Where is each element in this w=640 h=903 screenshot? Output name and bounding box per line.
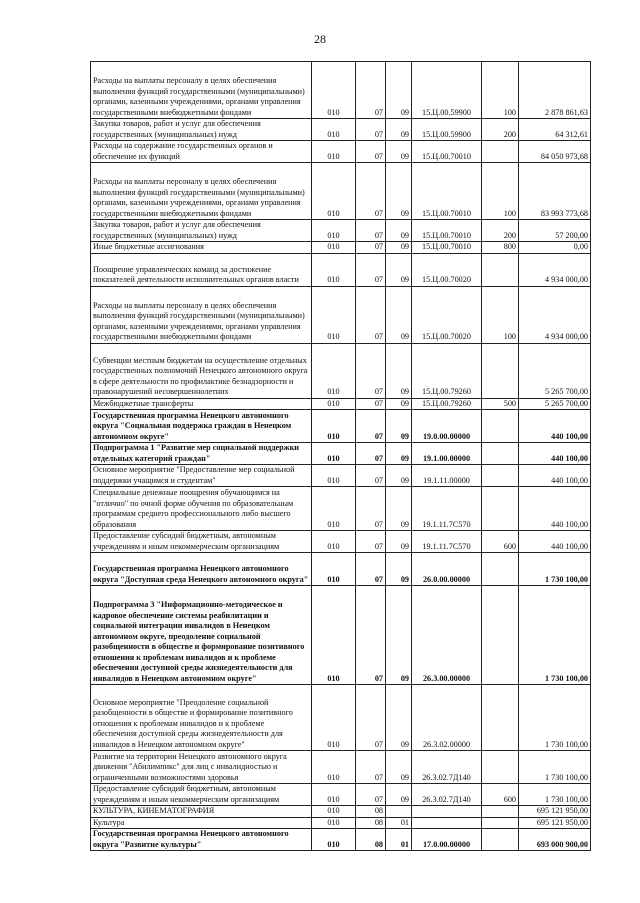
cell-grbs: 010 [312, 163, 356, 220]
cell-subsection: 09 [386, 784, 412, 806]
cell-section: 07 [356, 343, 386, 398]
cell-expense-type: 800 [482, 242, 519, 254]
cell-name: Поощрение управленческих команд за достижение показателей деятельности исполнительных органов власти [91, 253, 312, 286]
cell-expense-type [482, 343, 519, 398]
cell-subsection: 09 [386, 286, 412, 343]
cell-amount: 4 934 000,00 [519, 286, 591, 343]
cell-section: 07 [356, 443, 386, 465]
cell-subsection [386, 806, 412, 818]
cell-expense-type [482, 443, 519, 465]
cell-name: Специальные денежные поощрения обучающимся на "отлично" по очной форме обучения по образовательным программам среднего профессионального либо высшего образования [91, 487, 312, 531]
cell-section: 07 [356, 119, 386, 141]
cell-subsection: 09 [386, 141, 412, 163]
cell-section: 07 [356, 553, 386, 586]
cell-target-article: 26.3.02.00000 [412, 685, 482, 751]
cell-target-article: 15.Ц.00.79260 [412, 343, 482, 398]
cell-expense-type: 100 [482, 62, 519, 119]
cell-subsection: 09 [386, 751, 412, 784]
cell-amount: 695 121 950,00 [519, 817, 591, 829]
cell-amount: 1 730 100,00 [519, 553, 591, 586]
cell-section: 07 [356, 487, 386, 531]
cell-amount: 1 730 100,00 [519, 751, 591, 784]
cell-section: 07 [356, 163, 386, 220]
table-row [91, 242, 591, 254]
cell-name: Межбюджетные трансферты [91, 398, 312, 410]
cell-section: 07 [356, 398, 386, 410]
cell-expense-type [482, 817, 519, 829]
table-row [91, 253, 591, 286]
cell-grbs: 010 [312, 398, 356, 410]
cell-section: 07 [356, 685, 386, 751]
cell-section: 07 [356, 220, 386, 242]
cell-name: Государственная программа Ненецкого автономного округа "Доступная среда Ненецкого автономного округа" [91, 553, 312, 586]
cell-amount: 1 730 100,00 [519, 685, 591, 751]
cell-amount: 693 000 900,00 [519, 829, 591, 851]
cell-target-article: 26.3.00.00000 [412, 586, 482, 685]
cell-grbs: 010 [312, 119, 356, 141]
cell-target-article: 19.1.11.7С570 [412, 531, 482, 553]
table-row [91, 531, 591, 553]
cell-section: 07 [356, 586, 386, 685]
cell-section: 07 [356, 784, 386, 806]
cell-expense-type [482, 141, 519, 163]
cell-target-article: 15.Ц.00.70020 [412, 253, 482, 286]
cell-section: 07 [356, 141, 386, 163]
table-row [91, 398, 591, 410]
cell-subsection: 01 [386, 817, 412, 829]
cell-target-article: 19.1.00.00000 [412, 443, 482, 465]
cell-target-article: 19.1.11.7С570 [412, 487, 482, 531]
cell-section: 08 [356, 806, 386, 818]
cell-section: 07 [356, 286, 386, 343]
cell-section: 07 [356, 62, 386, 119]
cell-name: Расходы на выплаты персоналу в целях обеспечения выполнения функций государственными (муниципальными) органами, казенными учреждениями, органами управления государственными внебюджетными фондами [91, 62, 312, 119]
cell-expense-type [482, 253, 519, 286]
cell-grbs: 010 [312, 829, 356, 851]
cell-target-article: 19.0.00.00000 [412, 410, 482, 443]
cell-subsection: 09 [386, 62, 412, 119]
cell-name: Закупка товаров, работ и услуг для обеспечения государственных (муниципальных) нужд [91, 220, 312, 242]
cell-amount: 440 100,00 [519, 410, 591, 443]
cell-subsection: 09 [386, 553, 412, 586]
cell-expense-type [482, 487, 519, 531]
cell-name: Закупка товаров, работ и услуг для обеспечения государственных (муниципальных) нужд [91, 119, 312, 141]
cell-expense-type: 200 [482, 119, 519, 141]
cell-grbs: 010 [312, 465, 356, 487]
cell-name: Предоставление субсидий бюджетным, автономным учреждениям и иным некоммерческим организациям [91, 784, 312, 806]
cell-name: Основное мероприятие "Предоставление мер социальной поддержки учащимся и студентам" [91, 465, 312, 487]
cell-target-article: 15.Ц.00.70010 [412, 242, 482, 254]
cell-subsection: 09 [386, 343, 412, 398]
cell-target-article: 26.3.02.7Д140 [412, 751, 482, 784]
table-row [91, 141, 591, 163]
cell-name: КУЛЬТУРА, КИНЕМАТОГРАФИЯ [91, 806, 312, 818]
cell-amount: 440 100,00 [519, 443, 591, 465]
table-row [91, 685, 591, 751]
cell-expense-type: 100 [482, 163, 519, 220]
cell-subsection: 09 [386, 410, 412, 443]
cell-name: Субвенции местным бюджетам на осуществление отдельных государственных полномочий Ненецкого автономного округа в сфере деятельности по профилактике безнадзорности и правонарушений несовершеннолетних [91, 343, 312, 398]
budget-table-body [91, 62, 591, 851]
cell-grbs: 010 [312, 242, 356, 254]
cell-expense-type: 600 [482, 531, 519, 553]
cell-target-article: 15.Ц.00.70010 [412, 220, 482, 242]
cell-amount: 64 312,61 [519, 119, 591, 141]
cell-grbs: 010 [312, 817, 356, 829]
cell-grbs: 010 [312, 220, 356, 242]
cell-subsection: 09 [386, 531, 412, 553]
cell-expense-type [482, 410, 519, 443]
table-row [91, 817, 591, 829]
cell-name: Развитие на территории Ненецкого автономного округа движения "Абилимпикс" для лиц с инвалидностью и ограниченными возможностями здоровья [91, 751, 312, 784]
cell-section: 07 [356, 410, 386, 443]
cell-section: 07 [356, 465, 386, 487]
table-row [91, 784, 591, 806]
budget-table [90, 61, 591, 851]
table-row [91, 586, 591, 685]
cell-grbs: 010 [312, 141, 356, 163]
cell-target-article: 15.Ц.00.70010 [412, 163, 482, 220]
cell-expense-type [482, 751, 519, 784]
cell-amount: 0,00 [519, 242, 591, 254]
cell-name: Подпрограмма 1 "Развитие мер социальной поддержки отдельных категорий граждан" [91, 443, 312, 465]
table-row [91, 286, 591, 343]
cell-target-article: 15.Ц.00.79260 [412, 398, 482, 410]
table-row [91, 487, 591, 531]
cell-section: 08 [356, 829, 386, 851]
table-row [91, 443, 591, 465]
table-row [91, 410, 591, 443]
cell-amount: 83 993 773,68 [519, 163, 591, 220]
cell-subsection: 09 [386, 242, 412, 254]
cell-grbs: 010 [312, 553, 356, 586]
cell-amount: 440 100,00 [519, 531, 591, 553]
cell-grbs: 010 [312, 784, 356, 806]
cell-grbs: 010 [312, 806, 356, 818]
cell-target-article: 19.1.11.00000 [412, 465, 482, 487]
cell-grbs: 010 [312, 586, 356, 685]
cell-target-article: 26.0.00.00000 [412, 553, 482, 586]
cell-grbs: 010 [312, 531, 356, 553]
cell-name: Иные бюджетные ассигнования [91, 242, 312, 254]
cell-expense-type [482, 829, 519, 851]
cell-subsection: 09 [386, 253, 412, 286]
cell-expense-type [482, 586, 519, 685]
cell-grbs: 010 [312, 487, 356, 531]
table-row [91, 62, 591, 119]
cell-expense-type [482, 553, 519, 586]
cell-subsection: 09 [386, 487, 412, 531]
cell-target-article: 17.0.00.00000 [412, 829, 482, 851]
cell-subsection: 09 [386, 220, 412, 242]
cell-name: Культура [91, 817, 312, 829]
cell-expense-type [482, 806, 519, 818]
table-row [91, 806, 591, 818]
cell-section: 07 [356, 242, 386, 254]
table-row [91, 119, 591, 141]
cell-amount: 5 265 700,00 [519, 398, 591, 410]
cell-expense-type: 500 [482, 398, 519, 410]
cell-subsection: 09 [386, 119, 412, 141]
cell-target-article: 15.Ц.00.70020 [412, 286, 482, 343]
cell-amount: 1 730 100,00 [519, 586, 591, 685]
cell-grbs: 010 [312, 685, 356, 751]
cell-target-article [412, 806, 482, 818]
cell-expense-type [482, 685, 519, 751]
cell-amount: 84 050 973,68 [519, 141, 591, 163]
table-row [91, 553, 591, 586]
cell-amount: 1 730 100,00 [519, 784, 591, 806]
cell-target-article: 26.3.02.7Д140 [412, 784, 482, 806]
cell-grbs: 010 [312, 62, 356, 119]
table-row [91, 163, 591, 220]
cell-subsection: 09 [386, 163, 412, 220]
cell-subsection: 09 [386, 586, 412, 685]
cell-grbs: 010 [312, 343, 356, 398]
cell-section: 07 [356, 253, 386, 286]
cell-grbs: 010 [312, 443, 356, 465]
cell-amount: 57 200,00 [519, 220, 591, 242]
table-row [91, 465, 591, 487]
cell-amount: 695 121 950,00 [519, 806, 591, 818]
table-row [91, 343, 591, 398]
cell-amount: 5 265 700,00 [519, 343, 591, 398]
cell-section: 07 [356, 531, 386, 553]
cell-expense-type: 200 [482, 220, 519, 242]
table-row [91, 220, 591, 242]
cell-subsection: 09 [386, 465, 412, 487]
cell-expense-type: 100 [482, 286, 519, 343]
cell-name: Государственная программа Ненецкого автономного округа "Развитие культуры" [91, 829, 312, 851]
cell-target-article: 15.Ц.00.70010 [412, 141, 482, 163]
cell-expense-type [482, 465, 519, 487]
table-row [91, 829, 591, 851]
cell-grbs: 010 [312, 286, 356, 343]
cell-subsection: 01 [386, 829, 412, 851]
table-row [91, 751, 591, 784]
cell-amount: 440 100,00 [519, 487, 591, 531]
cell-name: Подпрограмма 3 "Информационно-методическое и кадровое обеспечение системы реабилитации и социальной интеграции инвалидов в Ненецком автономном округе, преодоление социальной разобщенности в обществе и формирование позитивного отношения к проблемам инвалидов и к проблеме обеспечения доступной среды жизнедеятельности для инвалидов в Ненецком автономном округе" [91, 586, 312, 685]
cell-subsection: 09 [386, 685, 412, 751]
cell-name: Расходы на выплаты персоналу в целях обеспечения выполнения функций государственными (муниципальными) органами, казенными учреждениями, органами управления государственными внебюджетными фондами [91, 163, 312, 220]
cell-expense-type: 600 [482, 784, 519, 806]
cell-amount: 2 878 861,63 [519, 62, 591, 119]
cell-name: Основное мероприятие "Преодоление социальной разобщенности в обществе и формирование позитивного отношения к проблемам инвалидов и к проблеме обеспечения доступной среды жизнедеятельности для инвалидов в Ненецком автономном округе" [91, 685, 312, 751]
page-number: 28 [314, 32, 326, 46]
cell-amount: 440 100,00 [519, 465, 591, 487]
cell-target-article [412, 817, 482, 829]
cell-name: Предоставление субсидий бюджетным, автономным учреждениям и иным некоммерческим организациям [91, 531, 312, 553]
cell-amount: 4 934 000,00 [519, 253, 591, 286]
cell-target-article: 15.Ц.00.59900 [412, 62, 482, 119]
cell-name: Государственная программа Ненецкого автономного округа "Социальная поддержка граждан в Ненецком автономном округе" [91, 410, 312, 443]
cell-section: 08 [356, 817, 386, 829]
cell-grbs: 010 [312, 410, 356, 443]
cell-name: Расходы на выплаты персоналу в целях обеспечения выполнения функций государственными (муниципальными) органами, казенными учреждениями, органами управления государственными внебюджетными фондами [91, 286, 312, 343]
cell-subsection: 09 [386, 443, 412, 465]
cell-target-article: 15.Ц.00.59900 [412, 119, 482, 141]
cell-subsection: 09 [386, 398, 412, 410]
cell-name: Расходы на содержание государственных органов и обеспечение их функций [91, 141, 312, 163]
cell-section: 07 [356, 751, 386, 784]
cell-grbs: 010 [312, 253, 356, 286]
cell-grbs: 010 [312, 751, 356, 784]
